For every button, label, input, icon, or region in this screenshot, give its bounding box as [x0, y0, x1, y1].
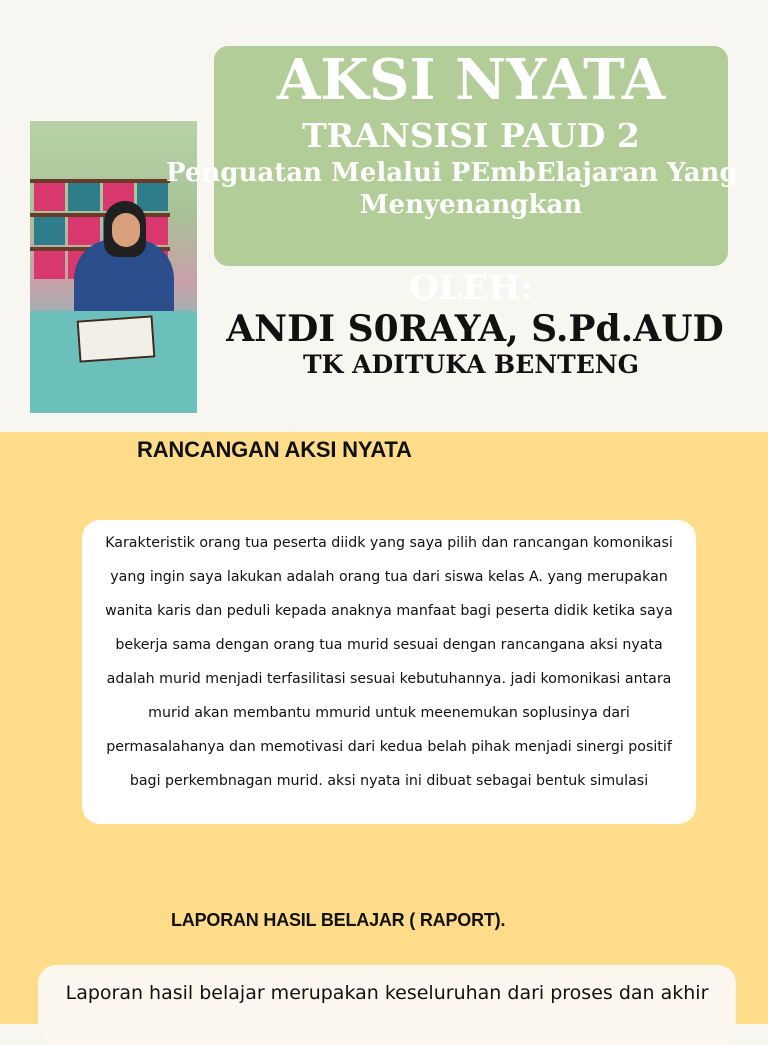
tagline-line-1: Penguatan Melalui PEmbElajaran Yang	[166, 158, 738, 188]
author-name: ANDI S0RAYA, S.Pd.AUD	[226, 308, 724, 350]
tagline-line-2: Menyenangkan	[359, 190, 583, 220]
description-text: Karakteristik orang tua peserta diidk yang saya pilih dan rancangan komonikasi yang ingin saya lakukan adalah orang tua dari siswa kelas A. yang merupakan wanita karis dan peduli kepada anaknya manfaat bagi peserta didik ketika saya bekerja sama dengan orang tua murid sesuai dengan rancangana aksi nyata adalah murid menjadi terfasilitasi sesuai kebutuhannya. jadi komonikasi antara murid akan membantu mmurid untuk meenemukan soplusinya dari permasalahanya dan memotivasi dari kedua belah pihak menjadi sinergi positif bagi perkembnagan murid. aksi nyata ini dibuat sebagai bentuk simulasi	[105, 535, 673, 789]
page-subtitle: TRANSISI PAUD 2	[302, 116, 640, 155]
book-shape	[77, 315, 156, 362]
report-text: Laporan hasil belajar merupakan keseluruhan dari proses dan akhir	[65, 982, 709, 1004]
section-heading-rancangan: RANCANGAN AKSI NYATA	[137, 437, 412, 462]
storage-boxes	[34, 183, 168, 211]
description-card	[82, 520, 696, 824]
page-title: AKSI NYATA	[276, 47, 666, 113]
by-label: OLEH:	[408, 268, 534, 308]
face-shape	[112, 213, 140, 247]
section-heading-laporan: LAPORAN HASIL BELAJAR ( RAPORT).	[171, 910, 506, 930]
report-card	[38, 965, 736, 1045]
school-name: TK ADITUKA BENTENG	[303, 350, 639, 379]
